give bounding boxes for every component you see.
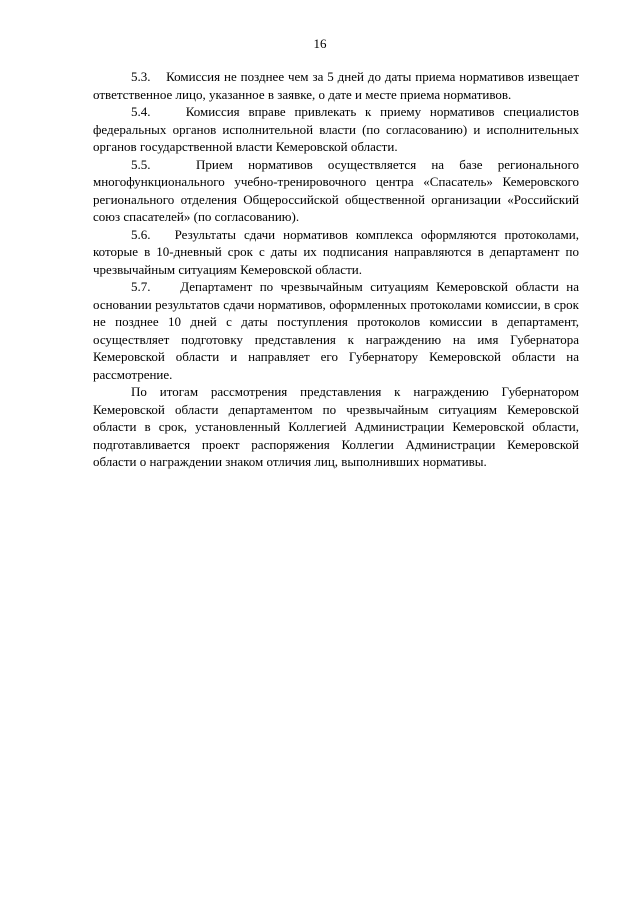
paragraph-number: 5.5.	[131, 156, 151, 172]
paragraph-text: Комиссия вправе привлекать к приему нормативов специалистов федеральных органов исполнительной власти (по согласованию) и исполнительных органов государственной власти Кемеровской области.	[93, 104, 580, 154]
paragraph-text: Прием нормативов осуществляется на базе регионального многофункционального учебно-тренировочного центра «Спасатель» Кемеровского регионального отделения Общероссийской общественной организации «Российский союз спасателей» (по согласованию).	[93, 156, 580, 224]
page-number: 16	[313, 36, 327, 51]
document-body	[93, 68, 579, 471]
paragraph-number: 5.7.	[131, 279, 151, 294]
paragraph-number: 5.6.	[131, 226, 151, 242]
paragraph-5-7	[93, 278, 579, 383]
paragraph-text: Департамент по чрезвычайным ситуациям Кемеровской области на основании результатов сдачи нормативов, оформленных протоколами комиссии, в срок не позднее 10 дней с даты поступления протоколов комиссии в департамент, осуществляет подготовку представления к награждению на имя Губернатора Кемеровской области и направляет его Губернатору Кемеровской области на рассмотрение.	[93, 279, 579, 382]
paragraph-5-5	[93, 156, 579, 226]
paragraph-number: 5.4.	[131, 104, 151, 119]
paragraph-5-6	[93, 226, 579, 279]
paragraph-text: Результаты сдачи нормативов комплекса оформляются протоколами, которые в 10-дневный срок с даты их подписания направляются в департамент по чрезвычайным ситуациям Кемеровской области.	[93, 226, 579, 277]
paragraph-number: 5.3.	[131, 69, 151, 84]
paragraph-text: По итогам рассмотрения представления к награждению Губернатором Кемеровской области департаментом по чрезвычайным ситуациям Кемеровской области в срок, установленный Коллегией Администрации Кемеровской области, подготавливается проект распоряжения Коллегии Администрации Кемеровской области о награждении знаком отличия лиц, выполнивших нормативы.	[93, 384, 579, 469]
paragraph-5-3	[93, 68, 579, 103]
paragraph-final	[93, 383, 579, 471]
paragraph-5-4	[93, 103, 579, 156]
paragraph-text: Комиссия не позднее чем за 5 дней до даты приема нормативов извещает ответственное лицо, указанное в заявке, о дате и месте приема нормативов.	[93, 69, 579, 102]
